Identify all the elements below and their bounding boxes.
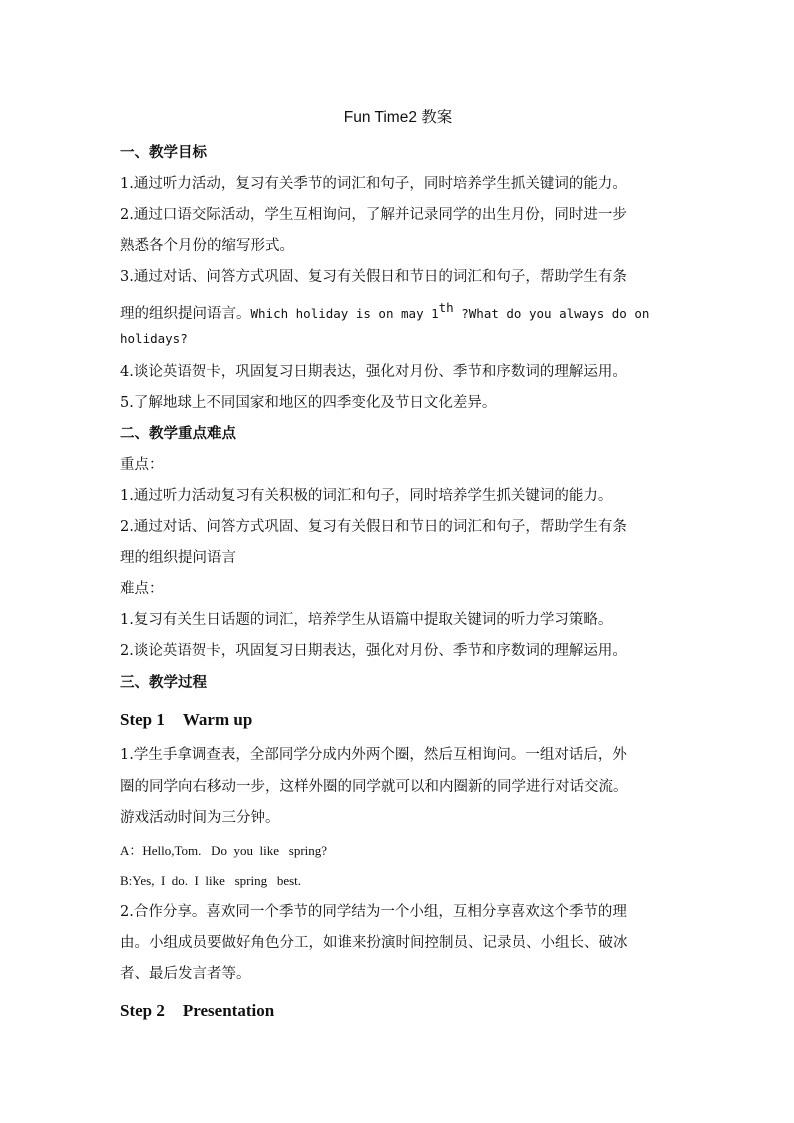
objective-2-line2: 熟悉各个月份的缩写形式。 xyxy=(120,238,294,254)
objective-1: 1.通过听力活动，复习有关季节的词汇和句子，同时培养学生抓关键词的能力。 xyxy=(120,176,627,192)
document-title: Fun Time2 教案 xyxy=(343,109,453,126)
step-1-line-3: 游戏活动时间为三分钟。 xyxy=(120,810,280,826)
step-1-line-2: 圈的同学向右移动一步，这样外圈的同学就可以和内圈新的同学进行对话交流。 xyxy=(120,779,628,795)
section-heading-process: 三、教学过程 xyxy=(120,675,207,691)
objective-2-line1: 2.通过口语交际活动，学生互相询问，了解并记录同学的出生月份，同时进一步 xyxy=(120,207,627,223)
objective-3-line1: 3.通过对话、问答方式巩固、复习有关假日和节日的词汇和句子，帮助学生有条 xyxy=(120,269,627,285)
step-2-name: Presentation xyxy=(182,1001,275,1020)
step-2-label: Step 2 xyxy=(120,1001,165,1020)
objective-5: 5.了解地球上不同国家和地区的四季变化及节日文化差异。 xyxy=(120,395,497,411)
step-1-name: Warm up xyxy=(182,710,253,729)
dialog-b: B:Yes, I do. I like spring best. xyxy=(120,873,302,888)
objective-3-question-b: ?What do you always do on xyxy=(453,306,650,321)
section-heading-objectives: 一、教学目标 xyxy=(120,145,207,161)
dialog-a: A：Hello,Tom. Do you like spring? xyxy=(120,843,328,858)
objective-4: 4.谈论英语贺卡，巩固复习日期表达，强化对月份、季节和序数词的理解运用。 xyxy=(120,364,627,380)
objective-3-line2 xyxy=(120,298,649,324)
objective-3-question-a: Which holiday is on may 1 xyxy=(250,306,439,321)
step-1-line-4: 2.合作分享。喜欢同一个季节的同学结为一个小组，互相分享喜欢这个季节的理 xyxy=(120,904,627,920)
step-1-line-1: 1.学生手拿调查表，全部同学分成内外两个圈，然后互相询问。一组对话后，外 xyxy=(120,747,627,763)
step-1-line-5: 由。小组成员要做好角色分工，如谁来扮演时间控制员、记录员、小组长、破冰 xyxy=(120,935,628,951)
ordinal-suffix: th xyxy=(438,300,454,315)
key-point-2-line1: 2.通过对话、问答方式巩固、复习有关假日和节日的词汇和句子，帮助学生有条 xyxy=(120,519,627,535)
key-point-2-line2: 理的组织提问语言 xyxy=(120,550,236,566)
objective-3-text: 理的组织提问语言。 xyxy=(120,306,251,322)
key-point-1: 1.通过听力活动复习有关积极的词汇和句子，同时培养学生抓关键词的能力。 xyxy=(120,488,613,504)
step-2-heading xyxy=(120,1001,274,1021)
section-heading-key-points: 二、教学重点难点 xyxy=(120,426,236,442)
step-1-line-6: 者、最后发言者等。 xyxy=(120,966,251,982)
difficult-points-label: 难点： xyxy=(120,581,164,597)
difficult-point-1: 1.复习有关生日话题的词汇，培养学生从语篇中提取关键词的听力学习策略。 xyxy=(120,612,613,628)
key-points-label: 重点： xyxy=(120,457,164,473)
difficult-point-2: 2.谈论英语贺卡，巩固复习日期表达，强化对月份、季节和序数词的理解运用。 xyxy=(120,643,627,659)
step-1-label: Step 1 xyxy=(120,710,165,729)
step-1-heading xyxy=(120,710,252,730)
objective-3-line3: holidays? xyxy=(120,331,188,346)
